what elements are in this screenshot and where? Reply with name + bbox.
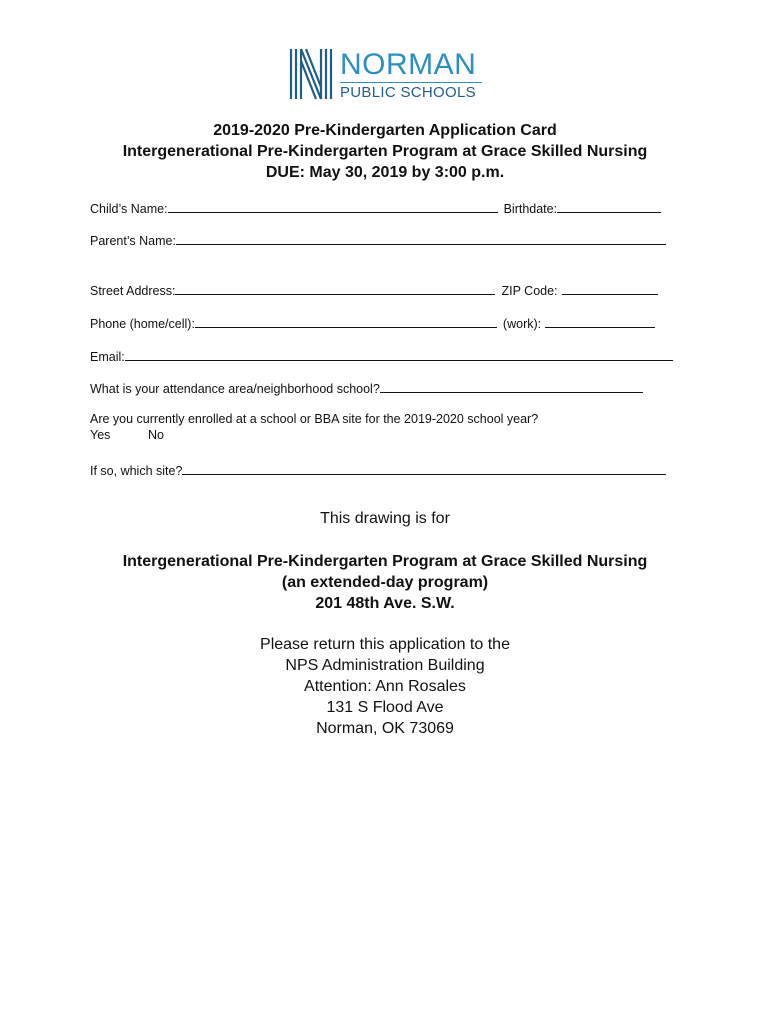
attendance-area-field[interactable] (380, 380, 643, 393)
parent-name-label: Parent’s Name: (90, 234, 176, 248)
parent-name-row (90, 232, 666, 248)
return-line-3: Attention: Ann Rosales (304, 678, 466, 695)
enrolled-options (90, 428, 164, 442)
logo-subtitle: PUBLIC SCHOOLS (340, 84, 476, 101)
birthdate-field[interactable] (557, 200, 661, 213)
email-field[interactable] (125, 348, 673, 361)
child-name-field[interactable] (168, 200, 498, 213)
attendance-area-row (90, 380, 643, 396)
which-site-field[interactable] (182, 462, 666, 475)
phone-row (90, 315, 655, 331)
return-line-1: Please return this application to the (260, 636, 510, 653)
work-phone-field[interactable] (545, 315, 655, 328)
zip-code-label: ZIP Code: (501, 284, 558, 298)
form-header (0, 120, 770, 183)
email-row (90, 348, 673, 364)
program-title: Intergenerational Pre-Kindergarten Program at Grace Skilled Nursing (122, 143, 648, 160)
norman-n-logo-icon (288, 47, 334, 101)
norman-public-schools-logo (288, 47, 488, 103)
phone-field[interactable] (195, 315, 497, 328)
program-note: (an extended-day program) (281, 574, 489, 591)
return-line-2: NPS Administration Building (285, 657, 485, 674)
which-site-row (90, 462, 666, 478)
phone-label: Phone (home/cell): (90, 317, 195, 331)
return-line-5: Norman, OK 73069 (316, 720, 454, 737)
return-instructions (0, 634, 770, 739)
email-label: Email: (90, 350, 125, 364)
work-label: (work): (502, 317, 542, 331)
parent-name-field[interactable] (176, 232, 666, 245)
attendance-area-label: What is your attendance area/neighborhood school? (90, 382, 380, 396)
which-site-label: If so, which site? (90, 464, 183, 478)
enrolled-question: Are you currently enrolled at a school or BBA site for the 2019-2020 school year? (90, 412, 539, 426)
logo-name: NORMAN (340, 48, 477, 81)
street-address-field[interactable] (175, 282, 495, 295)
birthdate-label: Birthdate: (503, 202, 558, 216)
zip-code-field[interactable] (562, 282, 658, 295)
form-title: 2019-2020 Pre-Kindergarten Application Card (213, 122, 557, 139)
due-date: DUE: May 30, 2019 by 3:00 p.m. (265, 164, 505, 181)
street-address-row (90, 282, 658, 298)
yes-option[interactable]: Yes (90, 428, 111, 442)
return-line-4: 131 S Flood Ave (326, 699, 444, 716)
program-address: 201 48th Ave. S.W. (315, 595, 455, 612)
street-address-label: Street Address: (90, 284, 176, 298)
child-name-label: Child’s Name: (90, 202, 168, 216)
program-name: Intergenerational Pre-Kindergarten Program at Grace Skilled Nursing (122, 553, 648, 570)
drawing-program (0, 551, 770, 614)
logo-divider (340, 82, 482, 83)
child-name-row (90, 200, 661, 216)
drawing-intro: This drawing is for (320, 510, 450, 527)
no-option[interactable]: No (148, 428, 164, 442)
